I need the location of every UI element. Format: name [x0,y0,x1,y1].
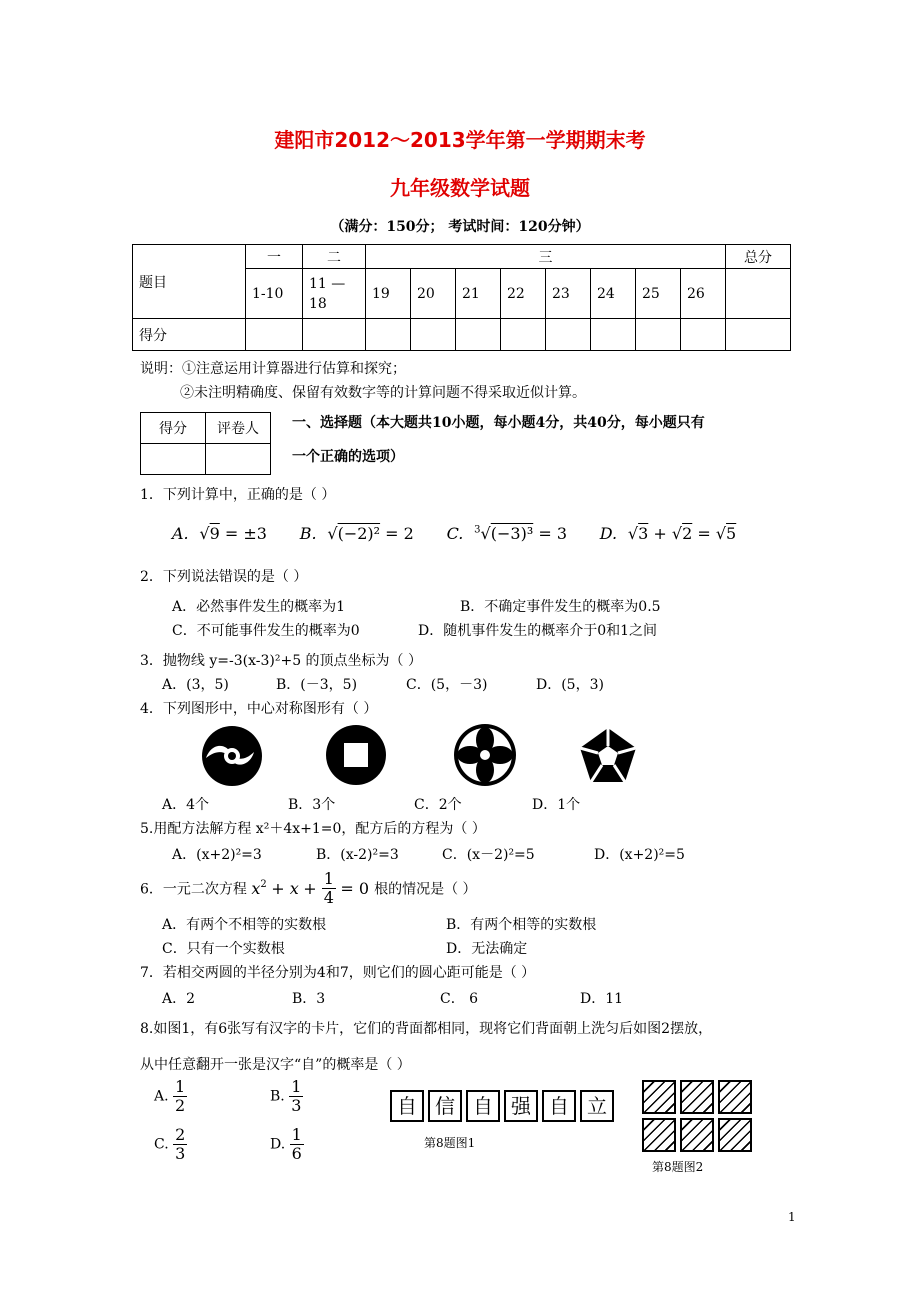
card-4: 强 [504,1090,538,1122]
q1-options [172,524,736,543]
q8-a-numerator: 1 [175,1077,186,1096]
total-header: 总分 [726,245,791,269]
q4-stem: 4．下列图形中，中心对称图形有（ ） [140,701,378,717]
col-19: 19 [366,269,411,319]
col-24: 24 [591,269,636,319]
q8-b-numerator: 1 [291,1077,302,1096]
card-6: 立 [580,1090,614,1122]
q3-stem: 3．抛物线 y=-3(x-3)²+5 的顶点坐标为（ ） [140,653,422,669]
section-3-header: 三 [366,245,726,269]
q4-option-a: A．4个 [162,797,210,813]
section-1-title-cont: 一个正确的选项） [292,449,404,465]
q7-option-b: B．3 [292,991,326,1007]
score-table [132,244,791,351]
total-cell [726,269,791,319]
q4-figure-4 [578,726,638,784]
note-line-1: 说明：①注意运用计算器进行估算和探究； [140,361,406,377]
q4-option-c: C．2个 [414,797,462,813]
q8-option-a [154,1078,187,1115]
q8-option-c-label: C. [154,1136,169,1153]
face-down-card [718,1118,752,1152]
score-cell [591,319,636,351]
exam-title: 建阳市2012～2013学年第一学期期末考 [274,128,646,152]
score-cell [546,319,591,351]
grader-name-cell [206,444,271,475]
q1-option-a-expr: √9 = ±3 [199,524,267,543]
grader-score-cell [141,444,206,475]
q4-option-b: B．3个 [288,797,336,813]
q1-option-a-label: A. [172,524,189,543]
score-cell [303,319,366,351]
q3-option-b: B．(－3，5) [276,677,358,693]
q4-figure-3 [452,722,518,788]
q8-option-b [270,1078,303,1115]
q1-option-c-expr: $^3$√(−3)³ = 3 [474,524,567,543]
score-cell [636,319,681,351]
q2-option-c: C．不可能事件发生的概率为0 [172,623,360,639]
q8-line-1: 8.如图1，有6张写有汉字的卡片，它们的背面都相同，现将它们背面朝上洗匀后如图2摆放， [140,1021,713,1037]
col-20: 20 [411,269,456,319]
col-1-10: 1-10 [246,269,303,319]
q5-stem: 5.用配方法解方程 x²＋4x+1=0，配方后的方程为（ ） [140,821,486,837]
card-1: 自 [390,1090,424,1122]
q6-option-a: A．有两个不相等的实数根 [162,917,327,933]
q8-c-numerator: 2 [175,1125,186,1144]
q7-stem: 7．若相交两圆的半径分别为4和7，则它们的圆心距可能是（ ） [140,965,536,981]
face-down-card [642,1118,676,1152]
q4-figure-2 [325,724,387,786]
q6-option-d: D．无法确定 [446,941,528,957]
exam-info: （满分：150分； 考试时间：120分钟） [330,219,590,235]
col-21: 21 [456,269,501,319]
score-cell [411,319,456,351]
q3-option-d: D．(5，3) [536,677,604,693]
q4-figure-1 [200,724,264,788]
q5-option-b: B．(x-2)²=3 [316,847,399,863]
q3-option-c: C．(5，－3) [406,677,488,693]
q8-option-c [154,1126,187,1163]
col-23: 23 [546,269,591,319]
page-number: 1 [788,1210,796,1224]
grader-name-label: 评卷人 [206,413,271,444]
section-1-header: 一 [246,245,303,269]
card-5: 自 [542,1090,576,1122]
grader-score-label: 得分 [141,413,206,444]
q2-option-b: B．不确定事件发生的概率为0.5 [460,599,661,615]
col-11-18: 11 — 18 [303,269,366,319]
section-2-header: 二 [303,245,366,269]
col-25: 25 [636,269,681,319]
face-down-card [680,1118,714,1152]
q6-option-c: C．只有一个实数根 [162,941,285,957]
q2-stem: 2．下列说法错误的是（ ） [140,569,308,585]
grader-table [140,412,271,475]
q8-option-d [270,1126,304,1163]
q2-option-a: A．必然事件发生的概率为1 [172,599,346,615]
card-2: 信 [428,1090,462,1122]
q8-figure-1-cards [390,1090,618,1122]
q4-option-d: D．1个 [532,797,581,813]
card-3: 自 [466,1090,500,1122]
q8-d-numerator: 1 [291,1125,302,1144]
section-1-title: 一、选择题（本大题共10小题，每小题4分，共40分，每小题只有 [292,415,705,431]
q8-b-denominator: 3 [291,1096,302,1115]
q8-line-2: 从中任意翻开一张是汉字“自”的概率是（ ） [140,1057,411,1073]
q1-option-d-label: D. [599,524,618,543]
score-cell [246,319,303,351]
q2-option-d: D．随机事件发生的概率介于0和1之间 [418,623,658,639]
q1-option-c-label: C. [446,524,464,543]
score-cell [681,319,726,351]
q7-option-a: A．2 [162,991,196,1007]
face-down-card [642,1080,676,1114]
face-down-card [680,1080,714,1114]
score-cell [726,319,791,351]
score-cell [501,319,546,351]
q5-option-d: D．(x+2)²=5 [594,847,685,863]
face-down-card [718,1080,752,1114]
q8-c-denominator: 3 [175,1144,186,1163]
q5-option-a: A．(x+2)²=3 [172,847,262,863]
q6-stem: 6．一元二次方程 $x^2 + x$ + $\frac{1}{4}$ = 0 根的情况是（ ） [140,869,477,907]
score-cell [456,319,501,351]
q1-option-b-label: B. [299,524,317,543]
q8-option-b-label: B. [270,1088,285,1105]
q8-figure-1-caption: 第8题图1 [424,1136,476,1150]
q3-option-a: A．(3，5) [162,677,229,693]
col-22: 22 [501,269,546,319]
note-line-2: ②未注明精确度、保留有效数字等的计算问题不得采取近似计算。 [180,385,586,401]
score-cell [366,319,411,351]
q8-d-denominator: 6 [291,1144,302,1163]
q6-stem-tail: 根的情况是（ ） [374,881,477,898]
q8-option-a-label: A. [154,1088,169,1105]
q7-option-d: D．11 [580,991,624,1007]
col-26: 26 [681,269,726,319]
row-label-questions: 题目 [133,245,246,319]
exam-subtitle: 九年级数学试题 [390,176,530,200]
q1-option-b-expr: √(−2)² = 2 [327,524,414,543]
q1-option-d-expr: √3 + √2 = √5 [627,524,737,543]
row-label-score: 得分 [133,319,246,351]
q6-option-b: B．有两个相等的实数根 [446,917,597,933]
q7-option-c: C． 6 [440,991,479,1007]
q8-a-denominator: 2 [175,1096,186,1115]
q1-stem: 1．下列计算中，正确的是（ ） [140,487,336,503]
q5-option-c: C．(x－2)²=5 [442,847,535,863]
q8-figure-2-caption: 第8题图2 [652,1160,704,1174]
q8-option-d-label: D. [270,1136,286,1153]
